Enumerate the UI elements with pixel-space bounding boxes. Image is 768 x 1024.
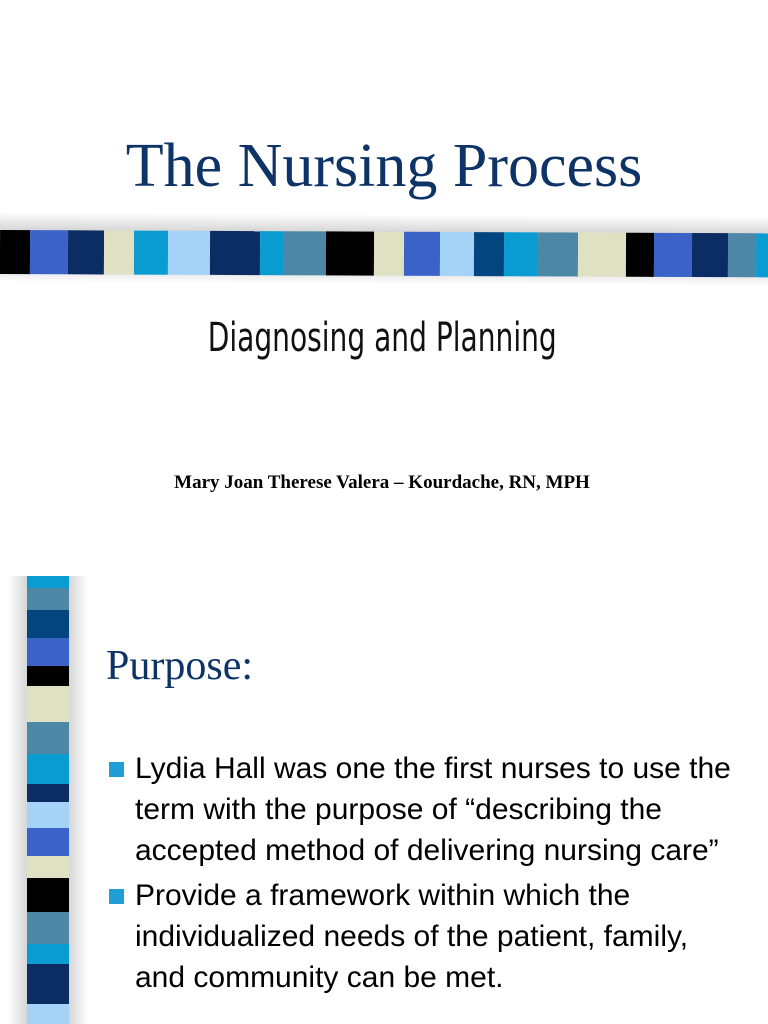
strip-square	[27, 722, 69, 754]
strip-square	[692, 233, 728, 277]
strip-square	[27, 964, 69, 1004]
strip-square	[728, 233, 756, 277]
strip-square	[27, 576, 69, 588]
strip-square	[27, 912, 69, 944]
slide-heading: Purpose:	[106, 643, 253, 689]
strip-square	[404, 232, 440, 276]
bullet-text: Lydia Hall was one the first nurses to use the term with the purpose of “describing the accepted method of delivering nursing care”	[135, 752, 731, 867]
strip-square	[168, 231, 210, 275]
strip-square	[654, 233, 692, 277]
strip-square	[374, 232, 404, 276]
strip-square	[326, 231, 374, 275]
strip-square	[474, 232, 504, 276]
strip-square	[27, 878, 69, 912]
strip-square	[210, 231, 260, 275]
strip-square	[538, 232, 578, 276]
slide-purpose	[0, 576, 768, 1024]
strip-square	[27, 856, 69, 878]
slide-subtitle: Diagnosing and Planning	[207, 315, 557, 361]
strip-square	[284, 231, 326, 275]
strip-square	[27, 638, 69, 666]
decorative-checker-strip-vertical	[27, 576, 69, 1024]
strip-square	[27, 610, 69, 638]
strip-square	[68, 230, 104, 274]
slide-title-heading: The Nursing Process	[125, 132, 643, 200]
square-bullet-icon	[109, 889, 124, 904]
strip-square	[578, 233, 626, 277]
strip-square	[260, 231, 284, 275]
strip-square	[27, 666, 69, 686]
strip-square	[104, 230, 134, 274]
strip-square	[134, 231, 168, 275]
strip-square	[27, 828, 69, 856]
strip-square	[0, 230, 30, 274]
strip-square	[27, 1004, 69, 1024]
strip-square	[27, 802, 69, 828]
bullet-text: Provide a framework within which the individualized needs of the patient, family, and community can be met.	[135, 879, 689, 994]
strip-square	[756, 233, 768, 277]
author-line: Mary Joan Therese Valera – Kourdache, RN, MPH	[174, 472, 590, 493]
strip-square	[27, 784, 69, 802]
strip-square	[30, 230, 68, 274]
square-bullet-icon	[109, 762, 124, 777]
bullet-item	[106, 748, 746, 871]
strip-square	[27, 944, 69, 964]
strip-square	[27, 686, 69, 722]
bullet-item	[106, 875, 746, 998]
strip-square	[504, 232, 538, 276]
strip-square	[27, 754, 69, 784]
strip-square	[626, 233, 654, 277]
decorative-checker-strip	[0, 230, 768, 277]
strip-square	[27, 588, 69, 610]
bullet-list	[106, 748, 746, 1002]
strip-square	[440, 232, 474, 276]
